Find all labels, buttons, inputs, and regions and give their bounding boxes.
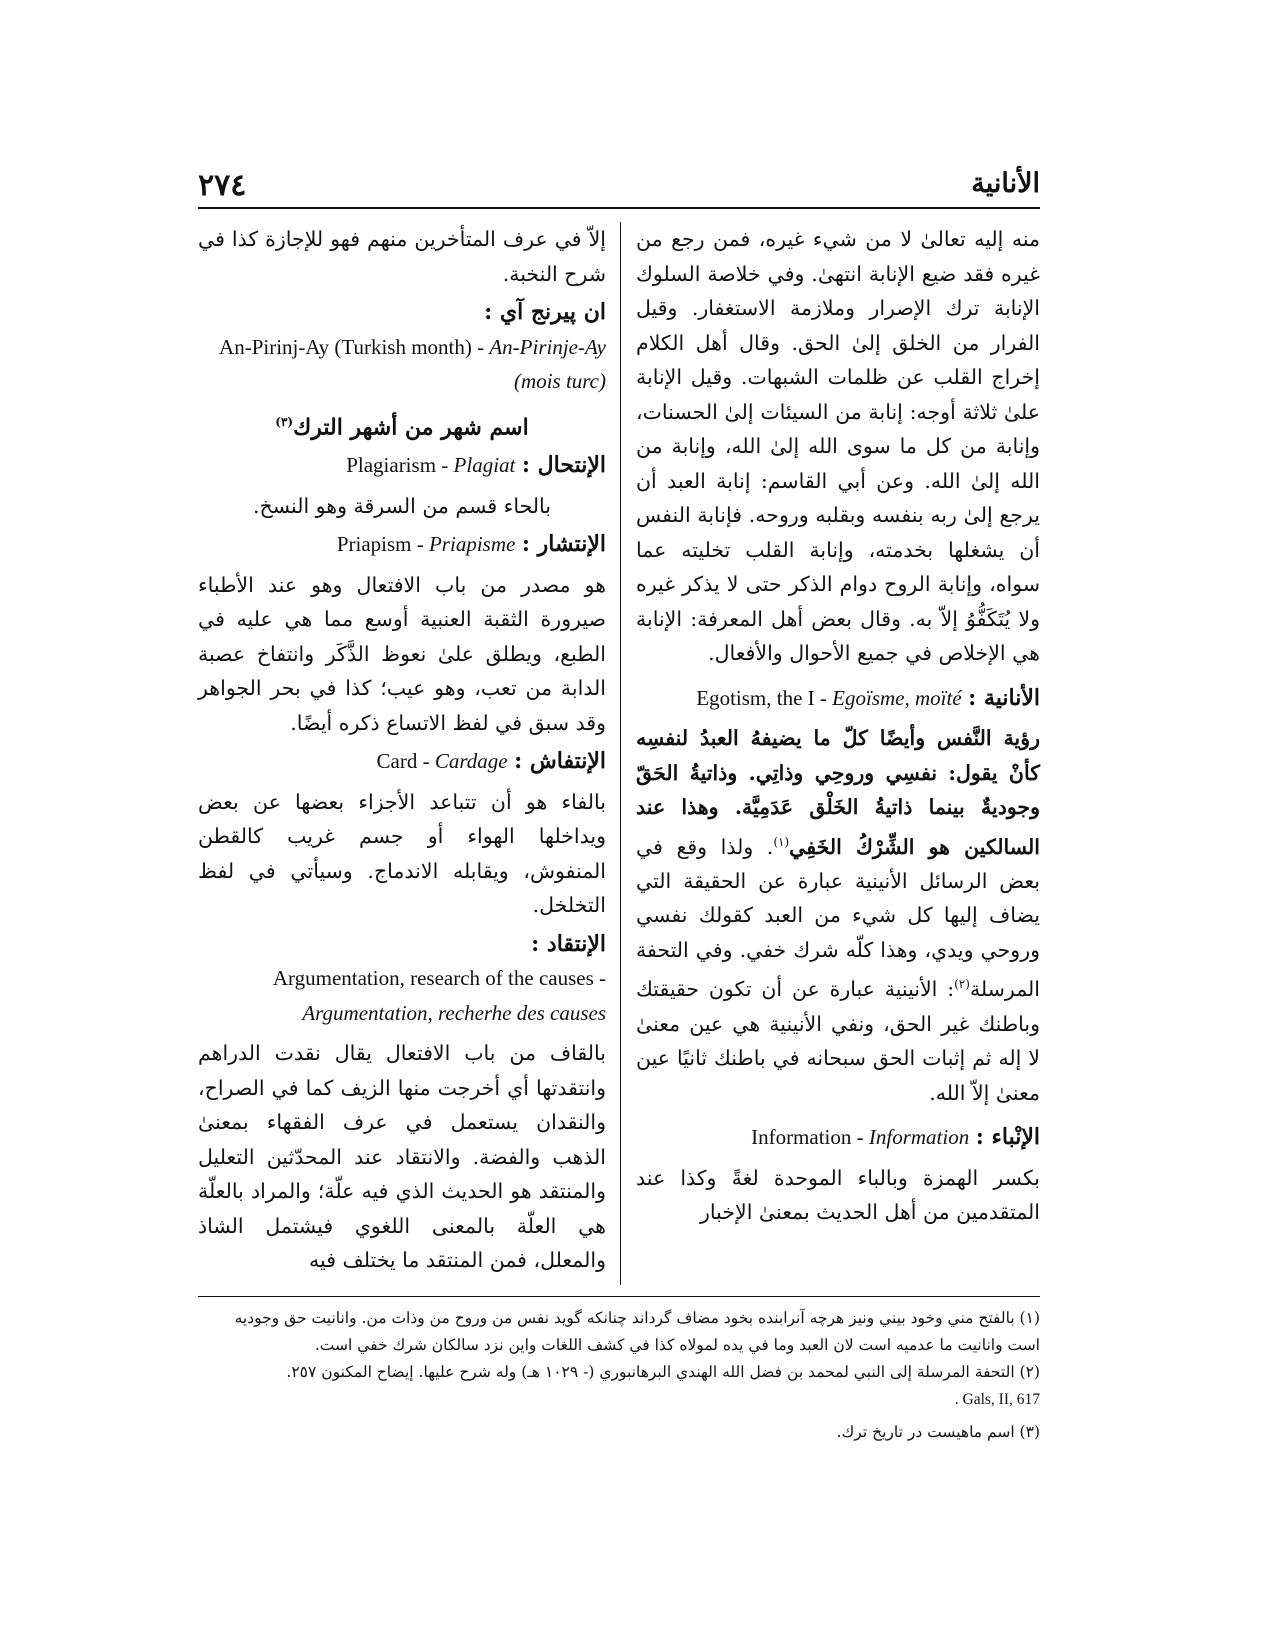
- entry-translation: [337, 532, 516, 556]
- entry-term: الأنانية :: [968, 684, 1040, 711]
- french-term: Argumentation, recherhe des causes: [302, 1000, 606, 1025]
- entry-term: الإنْباء :: [975, 1124, 1040, 1151]
- entry-translation: [346, 453, 515, 477]
- definition-text: اسم شهر من أشهر الترك: [293, 413, 529, 440]
- footnote-rule: [198, 1296, 1040, 1297]
- entry-definition: [198, 405, 606, 445]
- page-number: ٢٧٤: [198, 168, 247, 203]
- header-rule: [198, 207, 1040, 209]
- entry-heading-intifash: [198, 744, 606, 779]
- entry-term: الإنتقاد :: [531, 930, 606, 957]
- right-column: [636, 222, 1040, 1230]
- entry-heading-intishar: [198, 527, 606, 562]
- french-term: Cardage: [434, 749, 508, 774]
- entry-heading-inba: [636, 1120, 1040, 1155]
- entry-heading-intihal: [198, 448, 606, 483]
- footnote-3: (٣) اسم ماهيست در تاريخ ترك.: [836, 1423, 1040, 1441]
- english-term: Argumentation, research of the causes -: [272, 966, 606, 991]
- entry-translation: [751, 1125, 969, 1149]
- left-column: [198, 222, 606, 1278]
- entry-definition: بالقاف من باب الافتعال يقال نقدت الدراهم وانتقدتها أي أخرجت منها الزيف كما في الصراح، والنقدان يستعمل في عرف الفقهاء بمعنىٰ الذهب والفضة. والانتقاد عند المحدّثين التعليل والمنتقد هو الحديث الذي فيه علّة؛ والمراد بالعلّة هي العلّة بالمعنى اللغوي فيشتمل الشاذ والمعلل، فمن المنتقد ما يختلف فيه: [198, 1041, 606, 1273]
- entry-heading-intiqad: [198, 927, 606, 1031]
- french-term: Plagiat: [453, 453, 516, 478]
- definition-text: . ولذا وقع في بعض الرسائل الأنينية عبارة عن الحقيقة التي يضاف إليها كل شيء من العبد كقولك نفسي وروحي ويدي، وهذا كلّه شرك خفي. وفي التحفة المرسلة: [636, 834, 1040, 1002]
- definition-text: : الأنينية عبارة عن أن تكون حقيقتك وباطنك غير الحق، ونفي الأنينية هي عين معنىٰ لا إله ثم إثبات الحق سبحانه في باطنك ثانيًا عين معنىٰ إلاّ الله.: [636, 977, 1040, 1105]
- english-term: Card -: [376, 749, 435, 774]
- french-term: Priapisme: [428, 532, 516, 557]
- entry-translation: [377, 749, 508, 773]
- paragraph: إلاّ في عرف المتأخرين منهم فهو للإجازة كذا في شرح النخبة.: [198, 227, 606, 286]
- entry-definition: هو مصدر من باب الافتعال وهو عند الأطباء صيرورة الثقبة العنبية أوسع مما هي عليه في الطبع، ويطلق علىٰ نعوظ الذَّكَر وانتفاخ عصبة الدابة من تعب، وهو عيب؛ كذا في بحر الجواهر وقد سبق في لفظ الاتساع ذكره أيضًا.: [198, 572, 606, 735]
- entry-translation: [198, 961, 606, 1030]
- footnote-2-reference: . Gals, II, 617: [954, 1391, 1040, 1408]
- column-rule: [620, 222, 621, 1285]
- entry-translation: [696, 686, 961, 710]
- entry-definition: بالفاء هو أن تتباعد الأجزاء بعضها عن بعض ويداخلها الهواء أو جسم غريب كالقطن المنفوش، ويقابله الاندماج. وسيأتي في لفظ التخلخل.: [198, 789, 606, 918]
- english-term: Information -: [751, 1125, 869, 1150]
- footnote-ref: (٣): [275, 414, 294, 429]
- entry-term: الإنتحال :: [521, 452, 606, 479]
- entry-translation: [198, 330, 606, 399]
- english-term: An-Pirinj-Ay (Turkish month) -: [219, 334, 490, 359]
- entry-term: ان پيرنج آي :: [484, 299, 606, 325]
- english-term: Plagiarism -: [346, 453, 454, 478]
- english-term: Priapism -: [336, 532, 429, 557]
- footnote-ref: (٢): [954, 977, 970, 992]
- french-term: Egoïsme, moïté: [832, 685, 962, 710]
- entry-heading-ananiyya: [636, 681, 1040, 716]
- entry-definition: [636, 721, 1040, 1110]
- footnotes: [198, 1305, 1040, 1446]
- english-term: Egotism, the I -: [696, 685, 833, 710]
- page-header: [198, 168, 1040, 206]
- entry-term: الإنتفاش :: [514, 748, 606, 775]
- french-term: Information: [868, 1125, 970, 1150]
- running-head: الأنانية: [971, 168, 1040, 199]
- entry-term: الإنتشار :: [521, 531, 606, 558]
- footnote-1: (١) بالفتح مني وخود بيني ونيز هرچه آنرابنده بخود مضاف گرداند چنانكه گويد نفس من وروح من وذات من. وانانيت حق وجوديه است وانانيت ما عدميه است لان العبد وما في يده لمولاه كذا في كشف اللغات واين نزد سالكان شرك خفي است.: [234, 1309, 1040, 1354]
- entry-definition: بكسر الهمزة وبالباء الموحدة لغةً وكذا عند المتقدمين من أهل الحديث بمعنىٰ الإخبار: [636, 1165, 1040, 1225]
- entry-definition: بالحاء قسم من السرقة وهو النسخ.: [252, 493, 551, 518]
- definition-bold: رؤية النَّفس وأيضًا كلّ ما يضيفهُ العبدُ لنفسِه كأنْ يقول: نفسِي وروحِي وذاتِي. وذاتيةُ الحَقّ وجوديةٌ بينما ذاتيةُ الخَلْق عَدَمِيَّة. وهذا عند السالكين هو الشِّرْكُ الخَفِي: [636, 726, 1040, 859]
- entry-heading-an-pirinj-ay: [198, 295, 606, 399]
- footnote-2-continued: [198, 1386, 1040, 1413]
- french-term: An-Pirinje-Ay (mois turc): [489, 334, 606, 393]
- footnote-ref: (١): [773, 834, 790, 849]
- paragraph: منه إليه تعالىٰ لا من شيء غيره، فمن رجع من غيره فقد ضيع الإنابة انتهىٰ. وفي خلاصة السلوك الإنابة ترك الإصرار وملازمة الاستغفار. وقيل الفرار من الخلق إلىٰ الحق. وقال أهل الكلام إخراج القلب عن ظلمات الشبهات. وقيل الإنابة علىٰ ثلاثة أوجه: إنابة من السيئات إلىٰ الحسنات، وإنابة من كل ما سوى الله إلىٰ الله، وإنابة من الله إلىٰ الله. وعن أبي القاسم: إنابة العبد أن يرجع إلىٰ ربه بنفسه وبقلبه وروحه. فإنابة النفس أن يشغلها بخدمته، وإنابة القلب تخليته عما سواه، وإنابة الروح دوام الذكر حتى لا يذكر غيره ولا يُتَكَفُّوُ إلاّ به. وقال بعض أهل المعرفة: الإنابة هي الإخلاص في جميع الأحوال والأفعال.: [636, 227, 1040, 665]
- footnote-2: (٢) التحفة المرسلة إلى النبي لمحمد بن فضل الله الهندي البرهانبوري (- ١٠٢٩ هـ) وله شرح عليها. إيضاح المكنون ٢٥٧.: [286, 1363, 1040, 1381]
